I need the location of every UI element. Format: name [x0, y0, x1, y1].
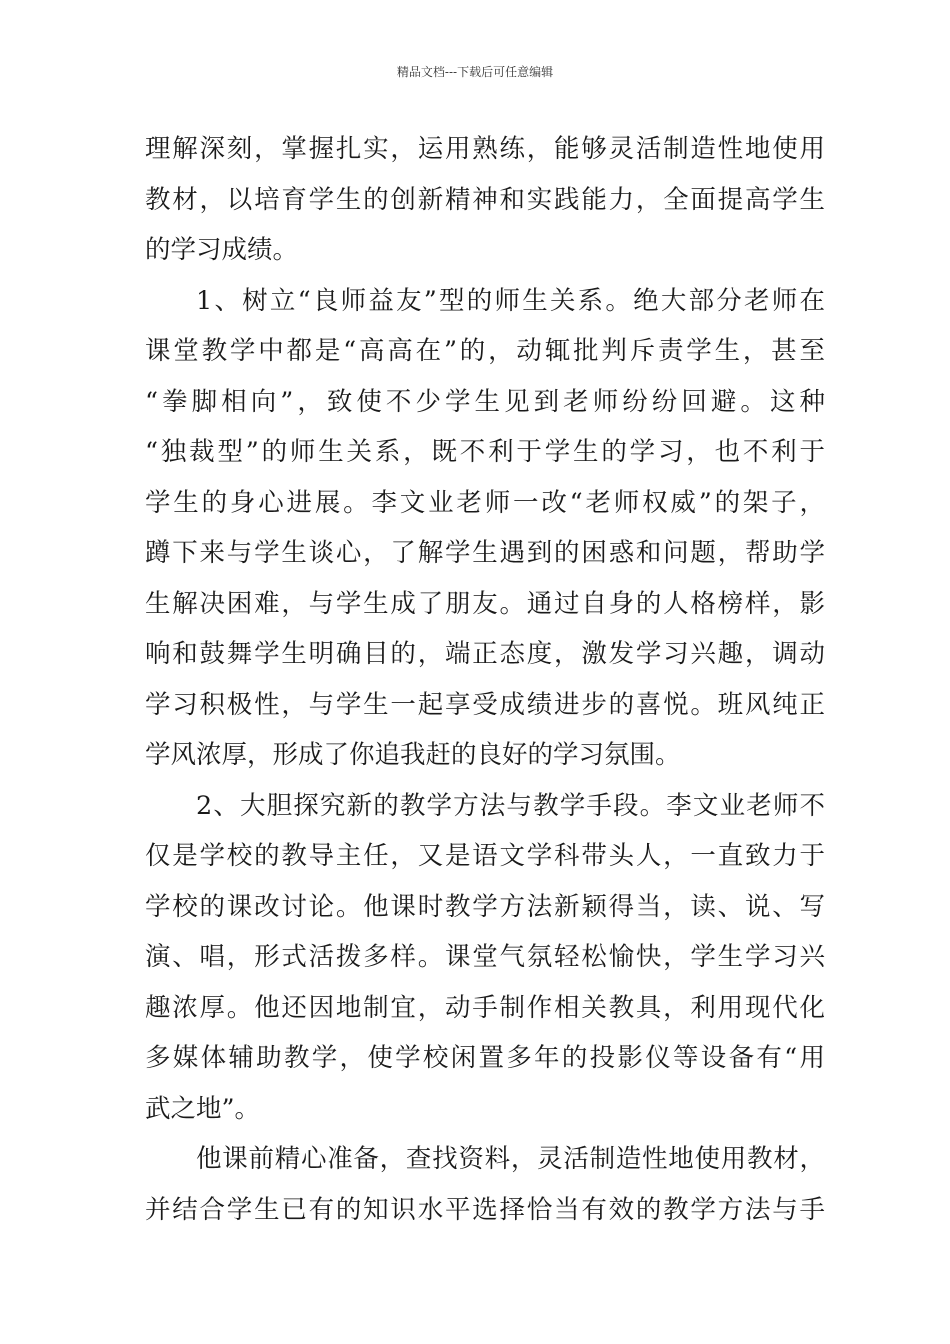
- text-line: 武之地”。: [145, 1093, 261, 1124]
- text-line: 理解深刻，掌握扎实，运用熟练，能够灵活制造性地使用: [145, 134, 825, 164]
- text-line: 的学习成绩。: [145, 235, 299, 265]
- document-body: [145, 124, 825, 1235]
- text-line: 生解决困难，与学生成了朋友。通过自身的人格榜样，影: [145, 588, 825, 619]
- text-line: 响和鼓舞学生明确目的，端正态度，激发学习兴趣，调动: [145, 639, 825, 669]
- page-header: 精品文档---下载后可任意编辑: [396, 65, 554, 79]
- text-line: 1、树立“良师益友”型的师生关系。绝大部分老师在: [196, 285, 825, 316]
- text-line: 趣浓厚。他还因地制宜，动手制作相关教具，利用现代化: [145, 992, 825, 1023]
- text-line: 仅是学校的教导主任，又是语文学科带头人，一直致力于: [145, 841, 825, 871]
- text-line: 学习积极性，与学生一起享受成绩进步的喜悦。班风纯正: [145, 689, 825, 720]
- text-line: “独裁型”的师生关系，既不利于学生的学习，也不利于: [145, 437, 825, 467]
- text-line: 多媒体辅助教学，使学校闲置多年的投影仪等设备有“用: [145, 1043, 825, 1073]
- text-line: 课堂教学中都是“高高在”的，动辄批判斥责学生，甚至: [145, 336, 825, 366]
- text-line: 学校的课改讨论。他课时教学方法新颖得当，读、说、写: [145, 891, 825, 922]
- text-line: 2、大胆探究新的教学方法与教学手段。李文业老师不: [196, 790, 825, 821]
- text-line: 他课前精心准备，查找资料，灵活制造性地使用教材，: [196, 1144, 825, 1174]
- text-line: 学风浓厚，形成了你追我赶的良好的学习氛围。: [145, 740, 681, 770]
- text-line: 并结合学生已有的知识水平选择恰当有效的教学方法与手: [145, 1194, 825, 1225]
- text-line: 蹲下来与学生谈心，了解学生遇到的困惑和问题，帮助学: [145, 538, 825, 568]
- text-line: 教材，以培育学生的创新精神和实践能力，全面提高学生: [145, 184, 825, 215]
- text-line: 学生的身心进展。李文业老师一改“老师权威”的架子，: [145, 487, 825, 518]
- text-line: 演、唱，形式活拨多样。课堂气氛轻松愉快，学生学习兴: [145, 942, 825, 972]
- text-line: “拳脚相向”，致使不少学生见到老师纷纷回避。这种: [145, 386, 825, 417]
